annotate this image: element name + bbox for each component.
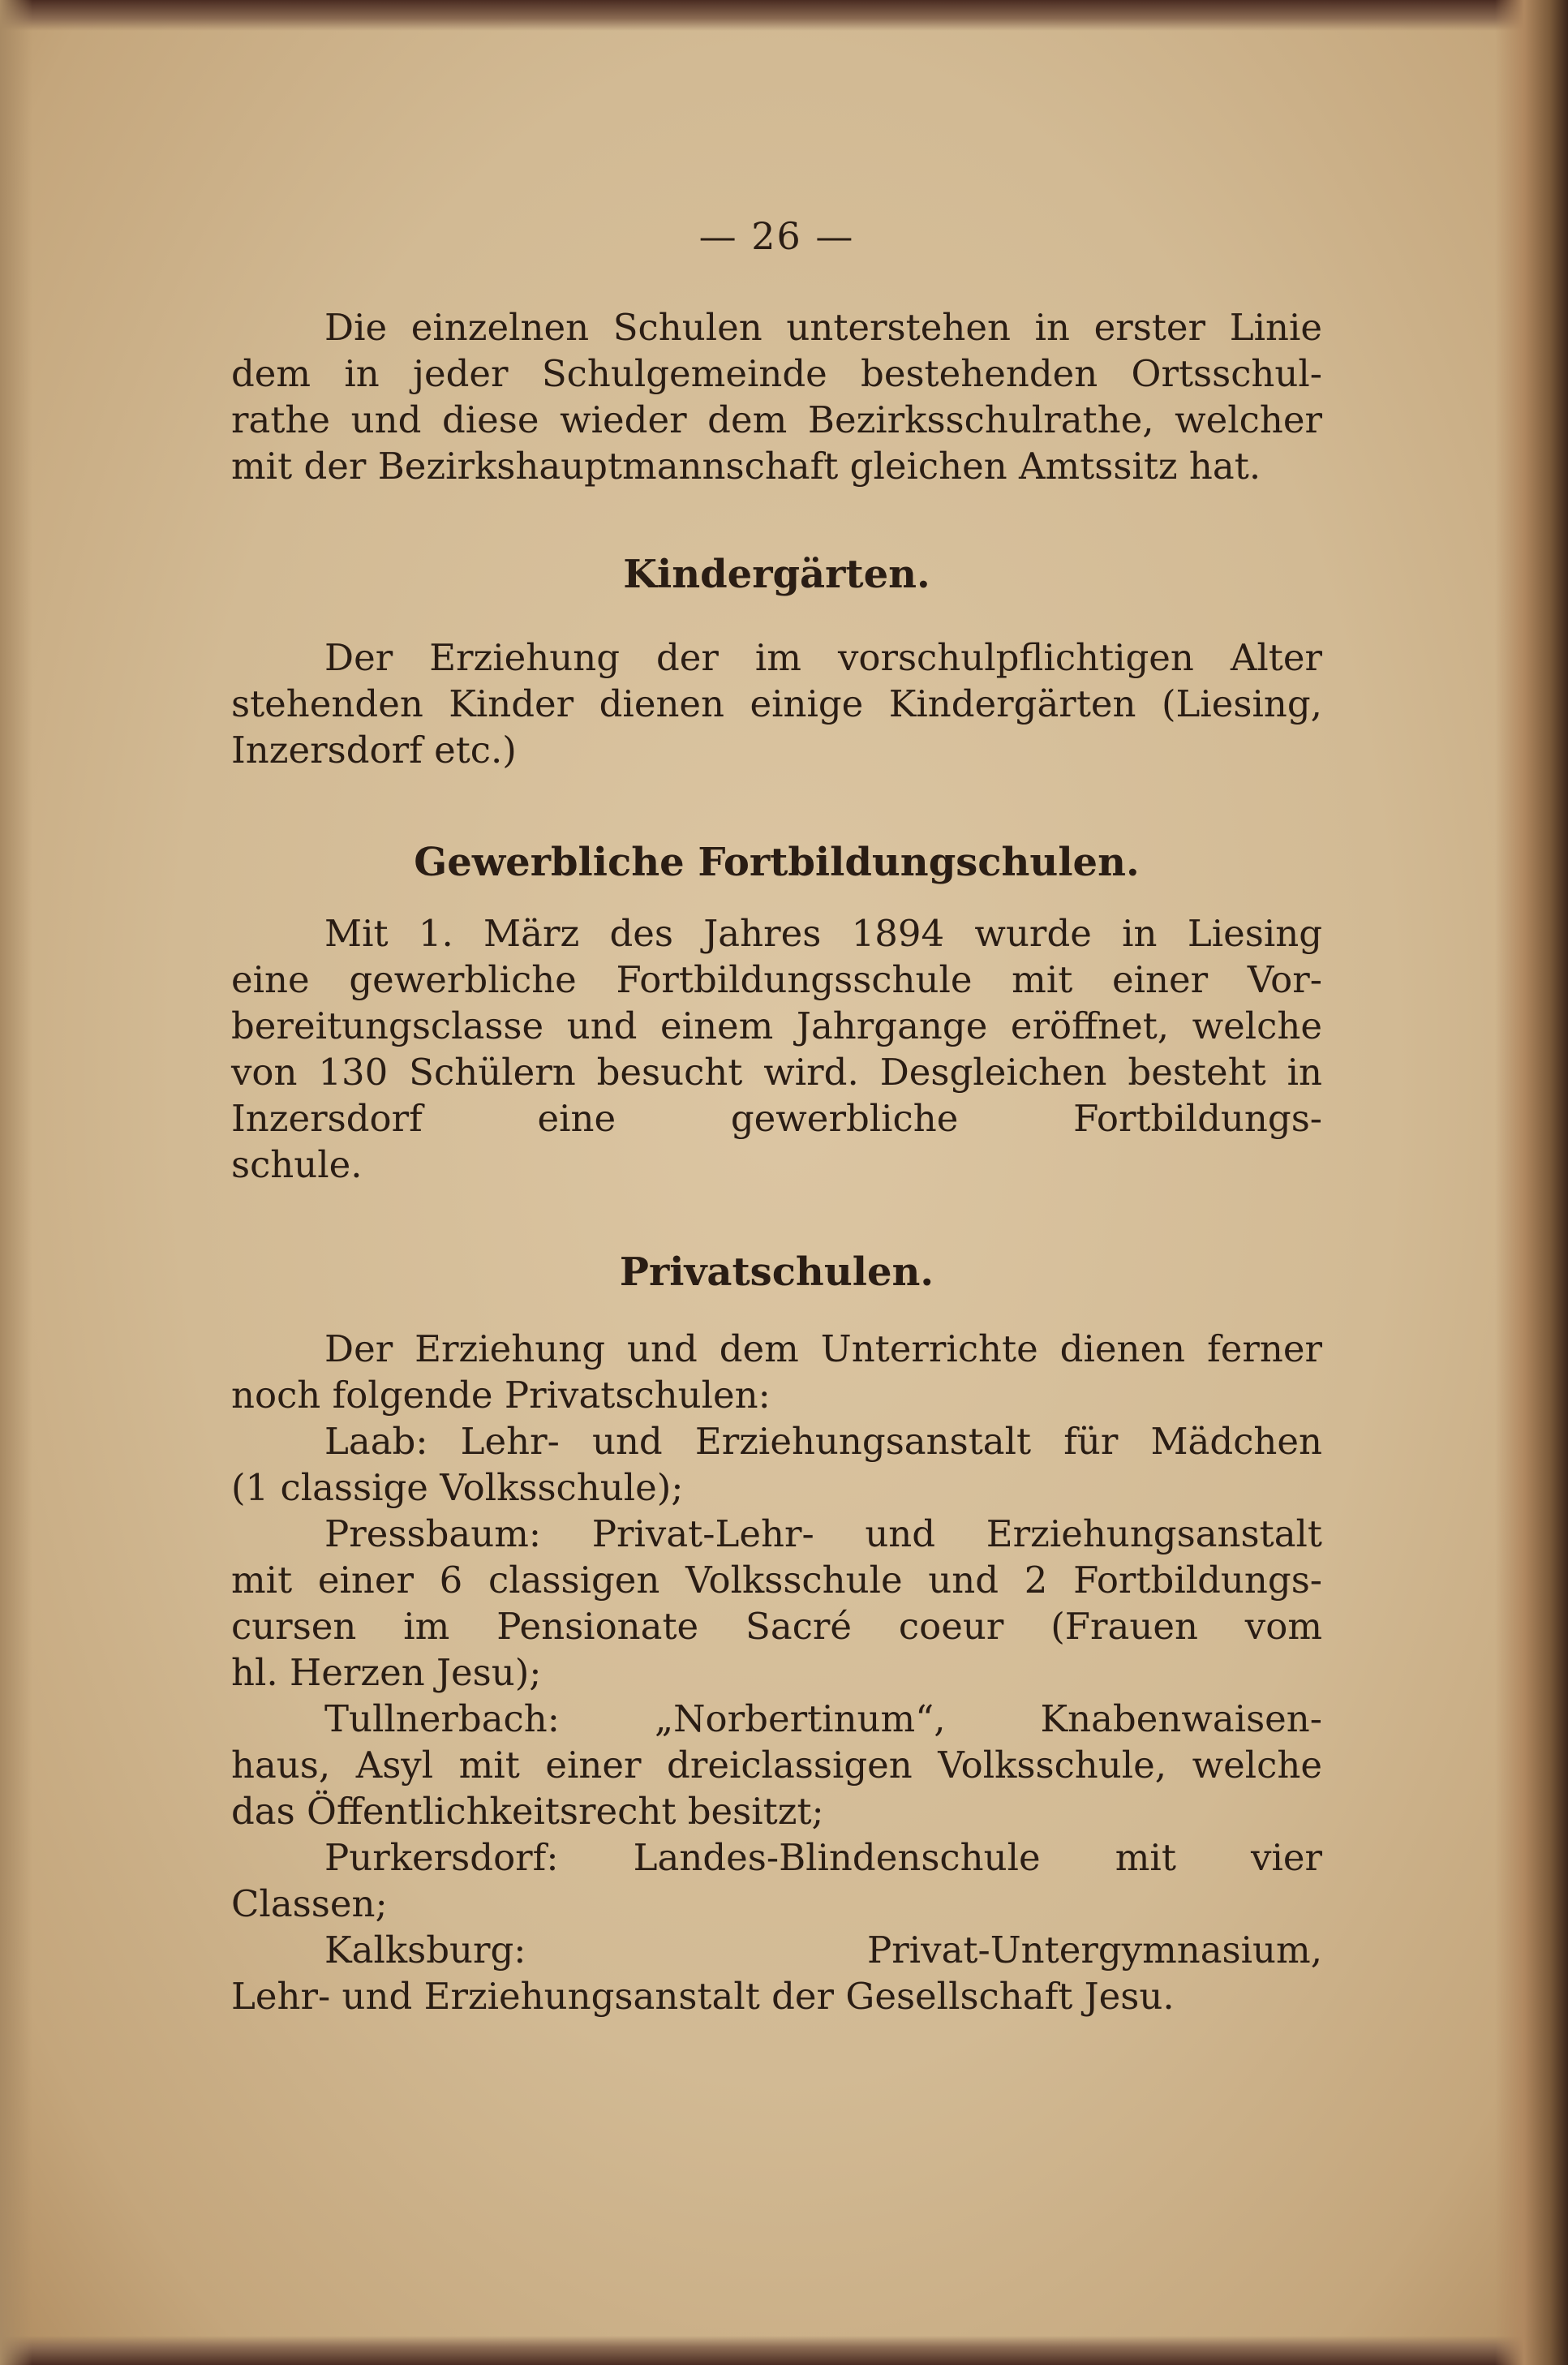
- intro-paragraph: [231, 304, 1322, 489]
- fortbildung-paragraph: [231, 910, 1322, 1188]
- text-line: noch folgende Privatschulen:: [231, 1374, 771, 1417]
- text-line: von 130 Schülern besucht wird. Desgleichen besteht in: [231, 1051, 1322, 1094]
- text-line: Inzersdorf eine gewerbliche Fortbildungs-: [231, 1097, 1322, 1140]
- text-line: Laab: Lehr- und Erziehungsanstalt für Mädchen: [324, 1420, 1322, 1463]
- text-line: schule.: [231, 1143, 363, 1186]
- page-right-edge: [1495, 0, 1568, 2365]
- text-line: Inzersdorf etc.): [231, 729, 517, 772]
- text-line: Classen;: [231, 1882, 388, 1925]
- text-line: dem in jeder Schulgemeinde bestehenden Ortsschul-: [231, 352, 1322, 395]
- text-line: Kalksburg: Privat-Untergymnasium,: [324, 1929, 1322, 1972]
- text-line: das Öffentlichkeitsrecht besitzt;: [231, 1790, 824, 1833]
- text-line: haus, Asyl mit einer dreiclassigen Volksschule, welche: [231, 1744, 1322, 1787]
- page-number: — 26 —: [698, 214, 855, 258]
- text-line: Mit 1. März des Jahres 1894 wurde in Liesing: [324, 912, 1322, 955]
- text-line: Die einzelnen Schulen unterstehen in erster Linie: [324, 306, 1322, 349]
- text-line: Tullnerbach: „Norbertinum“, Knabenwaisen-: [324, 1697, 1322, 1740]
- text-line: Pressbaum: Privat-Lehr- und Erziehungsanstalt: [324, 1512, 1322, 1555]
- text-line: bereitungsclasse und einem Jahrgange eröffnet, welche: [231, 1004, 1322, 1047]
- text-line: Lehr- und Erziehungsanstalt der Gesellschaft Jesu.: [231, 1975, 1175, 2018]
- text-line: eine gewerbliche Fortbildungsschule mit einer Vor-: [231, 958, 1322, 1001]
- text-line: hl. Herzen Jesu);: [231, 1651, 542, 1694]
- text-line: Der Erziehung der im vorschulpflichtigen Alter: [324, 636, 1322, 679]
- text-line: Purkersdorf: Landes-Blindenschule mit vier: [324, 1836, 1322, 1879]
- heading-kindergarten: Kindergärten.: [623, 552, 930, 597]
- text-line: mit einer 6 classigen Volksschule und 2 Fortbildungs-: [231, 1559, 1322, 1602]
- heading-privat: Privatschulen.: [619, 1249, 934, 1295]
- text-line: mit der Bezirkshauptmannschaft gleichen Amtssitz hat.: [231, 445, 1261, 488]
- privat-paragraph: [231, 1326, 1322, 2019]
- kindergarten-paragraph: [231, 634, 1322, 773]
- page-top-edge: [0, 0, 1568, 31]
- text-line: (1 classige Volksschule);: [231, 1466, 684, 1509]
- page-bottom-edge: [0, 2336, 1568, 2365]
- text-line: Der Erziehung und dem Unterrichte dienen ferner: [324, 1327, 1322, 1370]
- text-line: cursen im Pensionate Sacré coeur (Frauen vom: [231, 1605, 1322, 1648]
- text-line: stehenden Kinder dienen einige Kindergärten (Liesing,: [231, 682, 1322, 725]
- text-line: rathe und diese wieder dem Bezirksschulrathe, welcher: [231, 398, 1322, 441]
- page-left-edge: [0, 0, 32, 2365]
- heading-fortbildung: Gewerbliche Fortbildungschulen.: [414, 840, 1140, 885]
